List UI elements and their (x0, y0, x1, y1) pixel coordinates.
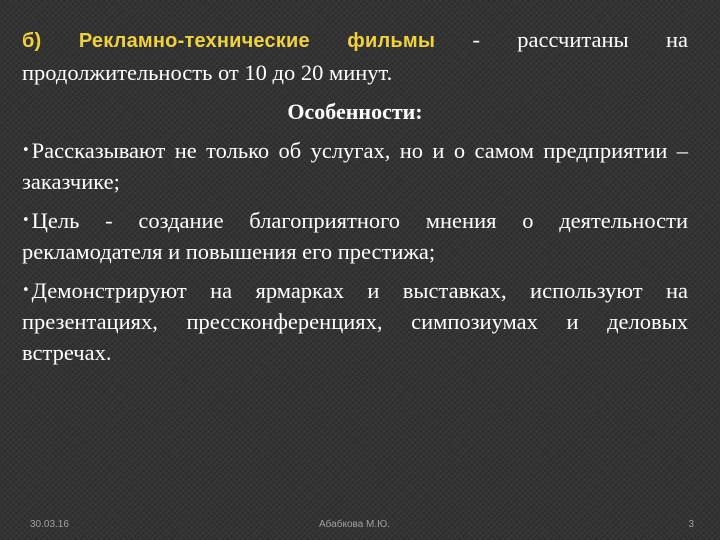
film-type-title: б) Рекламно-технические фильмы (22, 30, 436, 52)
page-number: 3 (688, 519, 694, 530)
footer-date: 30.03.16 (30, 519, 69, 530)
bullet-icon: • (22, 143, 30, 158)
bullet-item (22, 275, 688, 368)
features-heading: Особенности: (287, 99, 423, 124)
bullet-text: Цель - создание благоприятного мнения о деятельности рекламодателя и повышения его престижа; (22, 208, 688, 264)
slide-body (22, 24, 688, 376)
footer-author: Абабкова М.Ю. (319, 519, 391, 530)
bullet-icon: • (22, 213, 30, 228)
intro-paragraph (22, 24, 688, 88)
bullet-text: Демонстрируют на ярмарках и выставках, используют на презентациях, прессконференциях, симпозиумах и деловых встречах. (22, 278, 688, 365)
bullet-item (22, 135, 688, 197)
intro-text: - рассчитаны на продолжительность от 10 до 20 минут. (22, 27, 688, 85)
bullet-item (22, 205, 688, 267)
bullet-text: Рассказывают не только об услугах, но и о самом предприятии – заказчике; (22, 138, 688, 194)
bullet-icon: • (22, 283, 30, 298)
